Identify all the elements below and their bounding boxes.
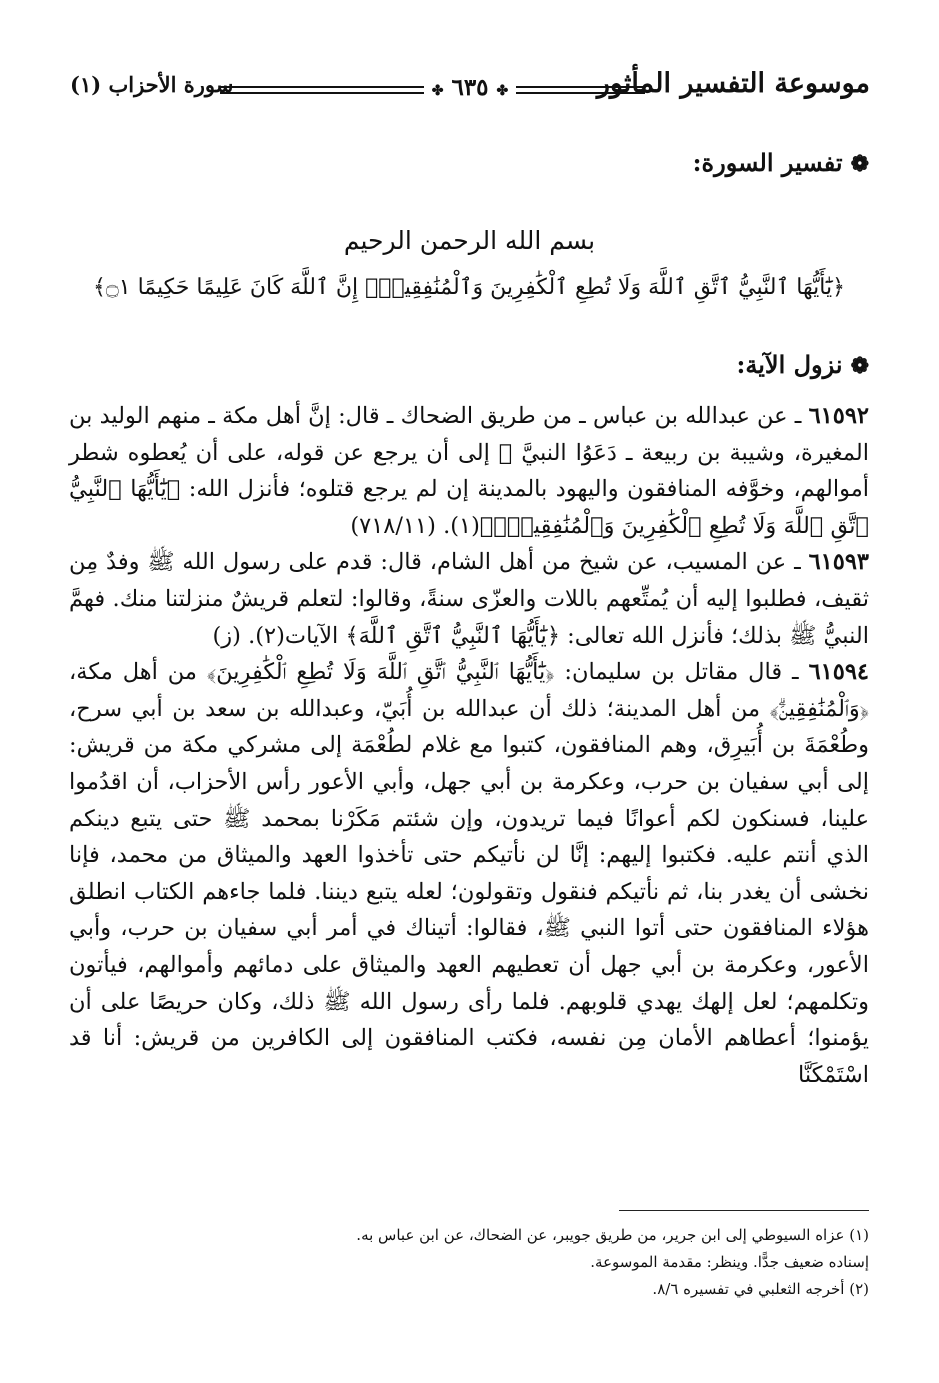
surah-label: سورة الأحزاب (١) [70,72,234,97]
narration-text: ـ عن عبدالله بن عباس ـ من طريق الضحاك ـ قال: إنَّ أهل مكة ـ منهم الوليد بن المغيرة، وشيبة بن ربيعة ـ دَعَوُا النبيَّ ﷺ إلى أن يرجع عن قوله، على أن يُعطوه شطر أموالهم، وخوَّفه المنافقون واليهود بالمدينة إن لم يرجع قتلوه؛ فأنزل الله: ﴿يَٰٓأَيُّهَا ٱلنَّبِيُّ ٱتَّقِ ٱللَّهَ وَلَا تُطِعِ ٱلْكَٰفِرِينَ وَٱلْمُنَٰفِقِينَۗ﴾(١). (٧١٨/١١) [69,403,869,539]
flower-ornament-icon: ❁ [850,151,869,177]
running-header [70,62,870,120]
flower-ornament-icon: ❁ [850,353,869,379]
narration-text: ـ عن المسيب، عن شيخ من أهل الشام، قال: قدم على رسول الله ﷺ وفدٌ مِن ثقيف، فطلبوا إليه أن يُمتِّعهم باللات والعزّى سنةً، وقالوا: لتعلم قريشٌ منزلتنا منك. فهمَّ النبيُّ ﷺ بذلك؛ فأنزل الله تعالى: ﴿يَٰٓأَيُّهَا ٱلنَّبِيُّ ٱتَّقِ ٱللَّهَ﴾ الآيات(٢). (ز) [69,549,869,649]
ornament-icon: ✤ [496,83,509,99]
footnotes [69,1222,869,1303]
section-heading-text: تفسير السورة: [692,148,843,177]
narration-number: ٦١٥٩٣ [808,549,869,576]
narration [69,398,869,544]
section-heading-tafsir [693,148,869,177]
narration-number: ٦١٥٩٤ [808,659,869,686]
narration [69,544,869,654]
narrations [69,398,869,1093]
footnote: إسناده ضعيف جدًّا. وينظر: مقدمة الموسوعة. [590,1253,869,1271]
footnote-separator [619,1210,869,1211]
narration-text: ـ قال مقاتل بن سليمان: ﴿يَٰٓأَيُّهَا ٱلنَّبِيُّ ٱتَّقِ ٱللَّهَ وَلَا تُطِعِ ٱلْكَٰفِرِينَ﴾ من أهل مكة، ﴿وَٱلْمُنَٰفِقِينَۗ﴾ من أهل المدينة؛ ذلك أن عبدالله بن أُبَيّ، وعبدالله بن سعد بن أبي سرح، وطُعْمَةَ بن أُبَيرِق، وهم المنافقون، كتبوا مع غلام لطُعْمَة إلى مشركي مكة من قريش: إلى أبي سفيان بن حرب، وعكرمة بن أبي جهل، وأبي الأعور رأس الأحزاب، أن اقدُموا علينا، فسنكون لكم أعوانًا فيما تريدون، وإن شئتم مَكَرْنا بمحمد ﷺ حتى يتبع دينكم الذي أنتم عليه. فكتبوا إليهم: إنَّا لن نأتيكم حتى تأخذوا العهد والميثاق من محمد، فإنا نخشى أن يغدر بنا، ثم نأتيكم فنقول وتقولون؛ لعله يتبع ديننا. فلما جاءهم الكتاب انطلق هؤلاء المنافقون حتى أتوا النبي ﷺ، فقالوا: أتيناك في أمر أبي سفيان بن حرب، وأبي الأعور، وعكرمة بن أبي جهل أن تعطيهم العهد والميثاق على دمائهم وأموالهم، فيأتون وتكلمهم؛ لعل إلهك يهدي قلوبهم. فلما رأى رسول الله ﷺ ذلك، وكان حريصًا على أن يؤمنوا؛ أعطاهم الأمان مِن نفسه، فكتب المنافقون إلى الكافرين من قريش: أنا قد اسْتَمْكَنَّا [69,659,869,1088]
basmala: بسم الله الرحمن الرحيم [343,226,596,255]
section-heading-nuzul [736,350,869,379]
page-number: ٦٣٥ [451,74,489,101]
page-number-box [424,74,516,101]
book-title: موسوعة التفسير المأثور [596,68,870,99]
narration [69,654,869,1093]
quran-verse: ﴿يَٰٓأَيُّهَا ٱلنَّبِيُّ ٱتَّقِ ٱللَّهَ وَلَا تُطِعِ ٱلْكَٰفِرِينَ وَٱلْمُنَٰفِقِينَۗ إِنَّ ٱللَّهَ كَانَ عَلِيمًا حَكِيمًا ۝١﴾ [92,275,845,300]
section-heading-text: نزول الآية: [736,350,843,379]
footnote: (١) عزاه السيوطي إلى ابن جرير، من طريق جويبر، عن الضحاك، عن ابن عباس به. [356,1226,869,1244]
ornament-icon: ✤ [431,83,444,99]
footnote: (٢) أخرجه الثعلبي في تفسيره ٨/٦. [652,1280,869,1298]
narration-number: ٦١٥٩٢ [808,403,869,429]
